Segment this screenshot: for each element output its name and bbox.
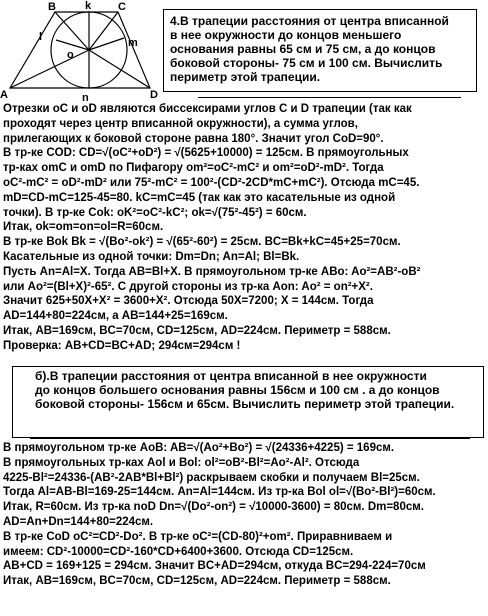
solution-line: В прямоугольном тр-ке AoB: AB=√(Ao²+Bo²) = √(24336+4225) = 169см. [3,442,395,454]
solution-line: oC²-mC² = oD²-mD² или 75²-mC² = 100²-(CD²-2CD*mC+mC²). Отсюда mC=45. [3,176,420,189]
label-D: D [150,89,158,101]
solution-line: 4225-Bl²=24336-(AB²-2AB*Bl+Bl²) раскрываем скобки и получаем Bl=25см. [3,471,420,484]
trapezoid-figure [0,0,175,102]
solution-line: точки). В тр-ке Cok: oK²=oC²-kC²; ok=√(75²-45²) = 60см. [3,206,307,219]
solution-line: AD=144+80=224см, а AB=144+25=169см. [3,310,228,323]
solution-line: проходят через центр вписанной окружности), а сумма углов, [3,117,358,130]
solution-line: В тр-ке COD: CD=√(oC²+oD²) = √(5625+10000) = 125см. В прямоугольных [3,147,409,160]
solution-line: Итак, AB=169см, BC=70см, CD=125см, AD=224см. Периметр = 588см. [3,324,391,337]
problem-line: боковой стороны- 75 см и 100 см. Вычислить [170,56,443,70]
solution-line: В тр-ке Bok Bk = √(Bo²-ok²) = √(65²-60²) = 25см. BC=Bk+kC=45+25=70см. [3,236,401,249]
problem-b-box [12,366,484,438]
problem-statement-box [163,9,477,92]
solution-line: В тр-ке CoD oC²=CD²-Do². В тр-ке oC²=(CD-80)²+om². Приравниваем и [3,530,393,543]
solution-line: Отрезки oC и oD являются биссексирами углов C и D трапеции (так как [3,103,412,115]
solution-line: Пусть An=Al=X. Тогда AB=Bl+X. В прямоугольном тр-ке ABo: Ao²=AB²-oB² [3,265,421,278]
solution-a [3,102,420,354]
label-l: l [39,31,43,43]
label-m: m [128,37,138,49]
label-n: n [82,92,89,102]
solution-line: Итак, AB=169см, BC=70см, CD=125см, AD=224см. Периметр = 588см. [3,575,391,588]
solution-line: Касательные из одной точки: Dm=Dn; An=Al; Bl=Bk. [3,250,300,263]
solution-line: или Ao²=(Bl+X)²-65². С другой стороны из тр-ка Aon: Ao² = on²+X². [3,280,373,293]
solution-line: AD=An+Dn=144+80=224см. [3,515,154,528]
solution-line: Значит 625+50X+X² = 3600+X². Отсюда 50X=7200; X = 144см. Тогда [3,295,374,308]
label-A: A [0,89,8,101]
solution-b [3,441,436,589]
solution-line: Итак, ok=om=on=ol=R=60см. [3,221,164,234]
solution-line: имеем: CD²-10000=CD²-160*CD+6400+3600. Отсюда CD=125см. [3,545,354,558]
label-B: B [48,1,56,13]
problem-line: 4.В трапеции расстояния от центра вписанной [170,14,449,28]
label-C: C [118,1,126,13]
divider-bottom [30,438,470,439]
solution-line: AB+CD = 169+125 = 294см. Значит BC+AD=294см, откуда BC=294-224=70см [3,560,426,573]
solution-line: Проверка: AB+CD=BC+AD; 294см=294см ! [3,339,241,352]
solution-line: В прямоугольных тр-ках Aol и Bol: ol²=oB²-Bl²=Ao²-Al². Отсюда [3,456,360,469]
problem-line: основания равны 65 см и 75 см, а до концов [170,42,436,56]
problem-b-line: боковой стороны- 156см и 65см. Вычислить периметр этой трапеции. [35,397,455,411]
solution-line: Тогда Al=AB-Bl=169-25=144см. An=Al=144см. Из тр-ка Bol ol=√(Bo²-Bl²)=60см. [3,486,436,499]
solution-line: mD=CD-mC=125-45=80. kC=mC=45 (так как это касательные из одной [3,191,396,204]
solution-line: прилегающих к боковой стороне равна 180°. Значит угол CoD=90°. [3,132,384,145]
label-o: o [67,49,74,61]
solution-line: тр-ках omC и omD по Пифагору om²=oC²-mC² и om²=oD²-mD². Тогда [3,162,384,175]
solution-line: Итак, R=60см. Из тр-ка noD Dn=√(Do²-on²) = √10000-3600) = 80см. Dm=80см. [3,501,424,514]
problem-b-line: до концов большего основания равны 156см и 100 см . а до концов [35,383,440,397]
problem-line: в нее окружности до концов меньшего [170,28,402,42]
label-k: k [85,0,92,12]
trapezoid-outline [10,12,150,88]
problem-line: периметр этой трапеции. [170,70,321,84]
problem-b-line: б).В трапеции расстояния от центра вписанной в нее окружности [35,369,427,383]
divider-top [198,97,461,98]
